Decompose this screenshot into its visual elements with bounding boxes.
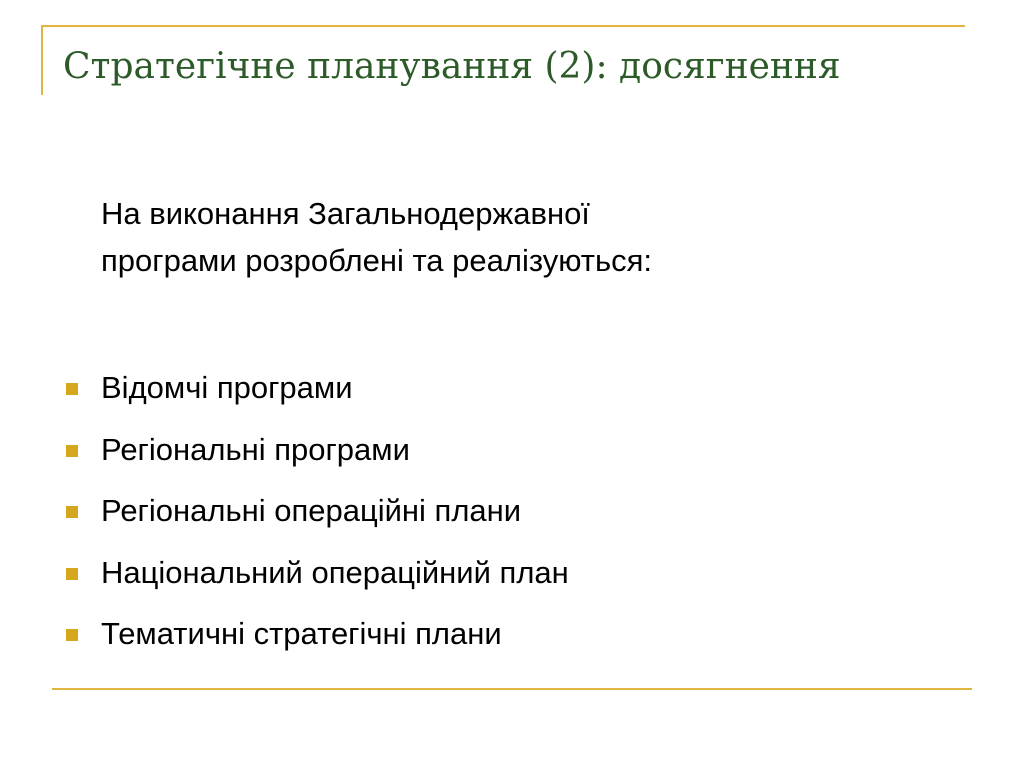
square-bullet-icon: [66, 445, 78, 457]
slide-title: Стратегічне планування (2): досягнення: [63, 46, 841, 87]
bullet-text: Відомчі програми: [101, 370, 353, 405]
intro-line-1: На виконання Загальнодержавної: [101, 196, 590, 231]
bullet-text: Регіональні програми: [101, 431, 410, 467]
frame-top-line: [43, 25, 965, 27]
bullet-text: Тематичні стратегічні плани: [101, 616, 502, 651]
square-bullet-icon: [66, 629, 78, 641]
bullet-text: Національний операційний план: [101, 554, 569, 590]
frame-bottom-line: [52, 688, 972, 690]
square-bullet-icon: [66, 383, 78, 395]
bullet-text: Регіональні операційні плани: [101, 493, 522, 528]
square-bullet-icon: [66, 506, 78, 518]
intro-text: [101, 190, 981, 284]
intro-line-2: програми розроблені та реалізуються:: [101, 243, 653, 278]
square-bullet-icon: [66, 568, 78, 580]
frame-left-line: [41, 25, 43, 95]
